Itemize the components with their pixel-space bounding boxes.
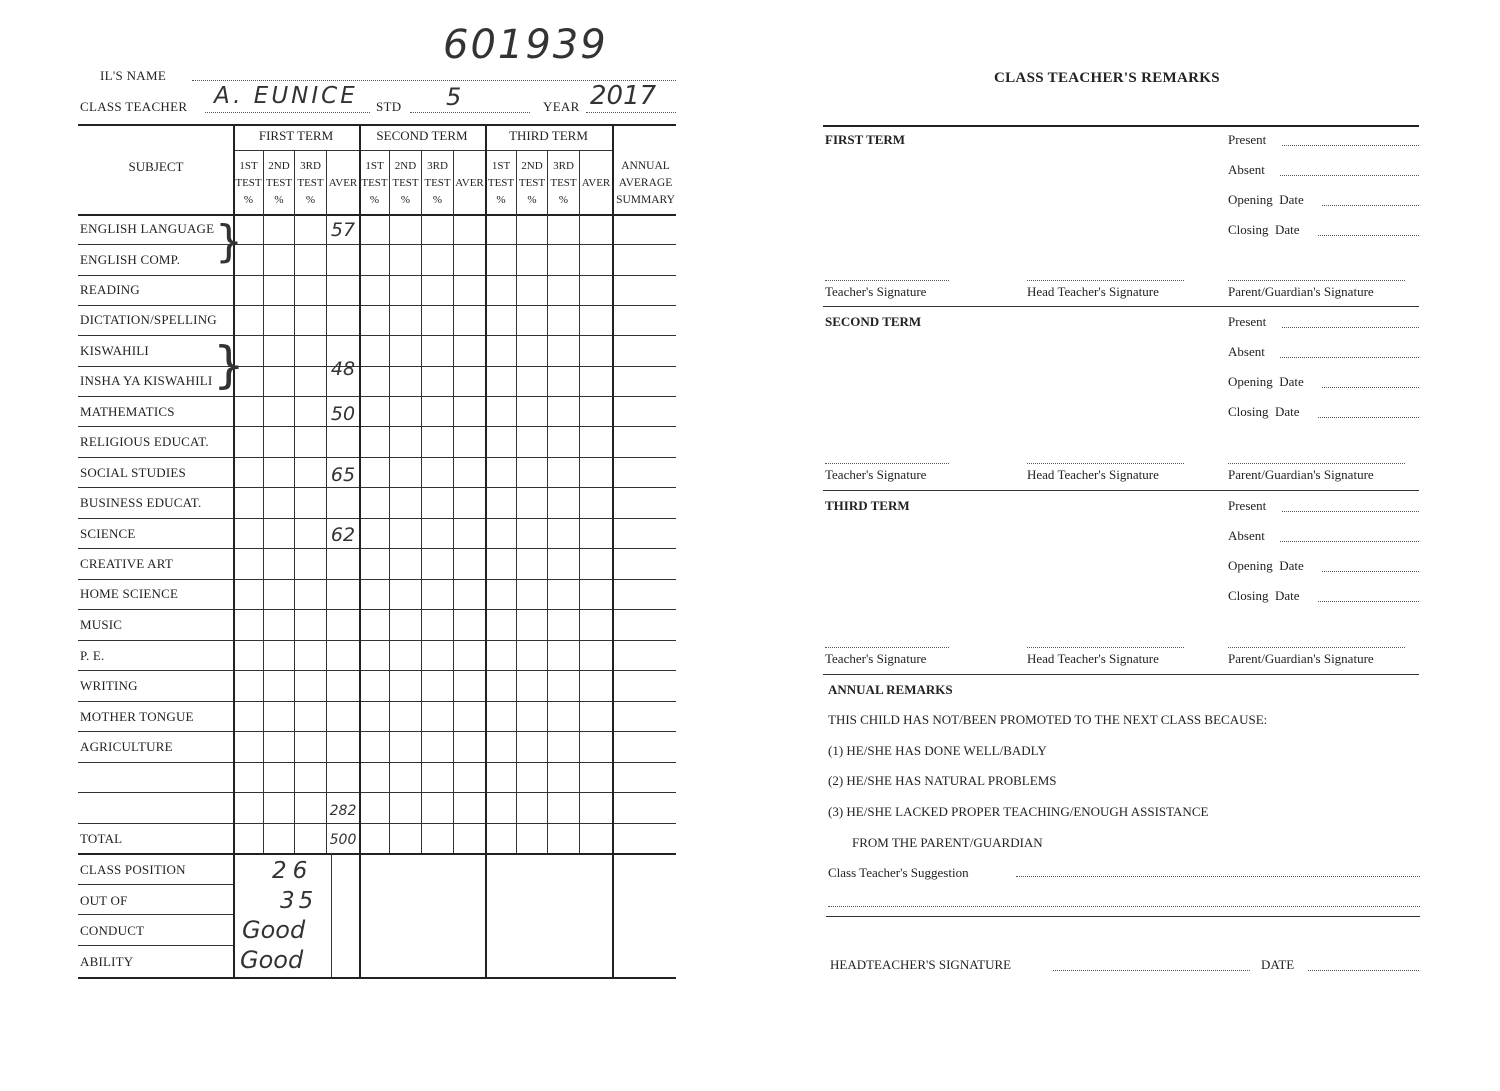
col-3rd-test: 3RD TEST % <box>297 160 324 206</box>
teacher-sig-line-2[interactable] <box>825 463 949 464</box>
subject-row: HOME SCIENCE <box>80 586 179 601</box>
std-value[interactable]: 5 <box>446 83 462 111</box>
remarks-top-rule <box>823 125 1419 127</box>
subject-row: WRITING <box>80 678 138 693</box>
suggestion-field[interactable] <box>1016 876 1420 877</box>
annual-remarks-title: ANNUAL REMARKS <box>828 682 953 697</box>
headteacher-signature-label: HEADTEACHER'S SIGNATURE <box>830 957 1012 972</box>
absent-label-1: Absent <box>1228 162 1265 177</box>
std-label: STD <box>376 99 402 114</box>
head-teacher-signature-label-3: Head Teacher's Signature <box>1027 651 1159 666</box>
parent-signature-label-2: Parent/Guardian's Signature <box>1228 467 1374 482</box>
head-sig-line-2[interactable] <box>1027 463 1184 464</box>
subject-row: ENGLISH LANGUAGE <box>80 221 215 236</box>
brace-english: } <box>215 216 243 267</box>
teacher-signature-label-1: Teacher's Signature <box>825 284 927 299</box>
subject-row: MUSIC <box>80 617 123 632</box>
third-term-remarks-label: THIRD TERM <box>825 498 910 513</box>
col-aver-2: AVER <box>455 177 484 189</box>
annual-rule <box>826 916 1420 917</box>
absent-field-3[interactable] <box>1280 541 1419 542</box>
mark-social-studies[interactable]: 65 <box>330 464 356 486</box>
term-divider-1 <box>823 306 1419 307</box>
conduct-label: CONDUCT <box>80 923 145 938</box>
first-term-header: FIRST TERM <box>258 128 334 143</box>
absent-label-2: Absent <box>1228 344 1265 359</box>
third-term-header: THIRD TERM <box>509 128 588 143</box>
opening-date-field-3[interactable] <box>1322 571 1419 572</box>
opening-date-label-1: Opening Date <box>1228 192 1304 207</box>
subject-row: KISWAHILI <box>80 343 149 358</box>
parent-sig-line-3[interactable] <box>1228 647 1405 648</box>
ability-label: ABILITY <box>80 954 134 969</box>
annual-line-3: (2) HE/SHE HAS NATURAL PROBLEMS <box>828 773 1057 788</box>
mark-science[interactable]: 62 <box>330 524 356 546</box>
remarks-title: CLASS TEACHER'S REMARKS <box>994 70 1220 86</box>
subject-row: DICTATION/SPELLING <box>80 312 217 327</box>
subject-row: CREATIVE ART <box>80 556 173 571</box>
out-of-value[interactable]: 35 <box>280 888 318 914</box>
closing-date-field-2[interactable] <box>1318 417 1419 418</box>
second-term-header: SECOND TERM <box>376 128 468 143</box>
conduct-value[interactable]: Good <box>242 916 306 944</box>
mark-kiswahili[interactable]: 48 <box>330 358 356 380</box>
subject-header: SUBJECT <box>128 159 184 174</box>
year-value[interactable]: 2017 <box>590 81 657 111</box>
parent-sig-line-1[interactable] <box>1228 280 1405 281</box>
col-aver-3: AVER <box>581 177 611 189</box>
ability-value[interactable]: Good <box>240 946 304 974</box>
present-label-3: Present <box>1228 498 1267 513</box>
subject-row: MOTHER TONGUE <box>80 709 194 724</box>
present-field-2[interactable] <box>1282 327 1419 328</box>
date-label: DATE <box>1261 957 1295 972</box>
closing-date-field-3[interactable] <box>1318 601 1419 602</box>
subject-row: BUSINESS EDUCAT. <box>80 495 202 510</box>
annual-line-1: THIS CHILD HAS NOT/BEEN PROMOTED TO THE NEXT CLASS BECAUSE: <box>828 712 1268 727</box>
second-term-remarks-label: SECOND TERM <box>825 314 922 329</box>
class-position-label: CLASS POSITION <box>80 862 186 877</box>
subject-row: RELIGIOUS EDUCAT. <box>80 434 209 449</box>
opening-date-field-2[interactable] <box>1322 387 1419 388</box>
pupil-name-label: IL'S NAME <box>100 68 167 83</box>
opening-date-label-3: Opening Date <box>1228 558 1304 573</box>
col-aver: AVER <box>328 177 358 189</box>
absent-field-1[interactable] <box>1280 175 1419 176</box>
subject-row: AGRICULTURE <box>80 739 173 754</box>
subject-row: ENGLISH COMP. <box>80 252 181 267</box>
annual-line-4: (3) HE/SHE LACKED PROPER TEACHING/ENOUGH ASSISTANCE <box>828 804 1209 819</box>
absent-label-3: Absent <box>1228 528 1265 543</box>
subject-row: P. E. <box>80 648 105 663</box>
subject-row: SCIENCE <box>80 526 136 541</box>
mark-total-scored[interactable]: 282 <box>329 803 357 819</box>
class-teacher-line <box>205 112 370 113</box>
parent-sig-line-2[interactable] <box>1228 463 1405 464</box>
year-line <box>586 112 676 113</box>
closing-date-label-2: Closing Date <box>1228 404 1300 419</box>
head-sig-line-3[interactable] <box>1027 647 1184 648</box>
col-1st-test-3: 1ST TEST % <box>487 160 515 206</box>
term-divider-2 <box>823 490 1419 491</box>
head-teacher-signature-label-2: Head Teacher's Signature <box>1027 467 1159 482</box>
annual-line-5: FROM THE PARENT/GUARDIAN <box>852 835 1043 850</box>
date-field[interactable] <box>1308 970 1419 971</box>
file-number: 601939 <box>443 22 608 68</box>
teacher-sig-line-3[interactable] <box>825 647 949 648</box>
col-1st-test: 1ST TEST % <box>235 160 262 206</box>
mark-total-max[interactable]: 500 <box>329 832 357 848</box>
class-teacher-value[interactable]: A. EUNICE <box>214 83 358 109</box>
present-label-2: Present <box>1228 314 1267 329</box>
head-teacher-signature-label-1: Head Teacher's Signature <box>1027 284 1159 299</box>
closing-date-label-1: Closing Date <box>1228 222 1300 237</box>
suggestion-label: Class Teacher's Suggestion <box>828 865 969 880</box>
closing-date-label-3: Closing Date <box>1228 588 1300 603</box>
class-teacher-label: CLASS TEACHER <box>80 99 188 114</box>
col-3rd-test-2: 3RD TEST % <box>424 160 451 206</box>
class-position-value[interactable]: 26 <box>272 858 314 884</box>
subject-row: INSHA YA KISWAHILI <box>80 373 213 388</box>
col-2nd-test-3: 2ND TEST % <box>518 160 546 206</box>
parent-signature-label-3: Parent/Guardian's Signature <box>1228 651 1374 666</box>
brace-kiswahili: } <box>213 336 245 394</box>
closing-date-field-1[interactable] <box>1318 235 1419 236</box>
suggestion-field-2[interactable] <box>828 906 1420 907</box>
out-of-label: OUT OF <box>80 893 128 908</box>
mark-english[interactable]: 57 <box>330 219 356 241</box>
present-field-1[interactable] <box>1282 145 1419 146</box>
annual-average-header: ANNUAL AVERAGE SUMMARY <box>616 160 675 206</box>
present-label-1: Present <box>1228 132 1267 147</box>
col-2nd-test: 2ND TEST % <box>265 160 293 206</box>
head-sig-line-1[interactable] <box>1027 280 1184 281</box>
teacher-signature-label-3: Teacher's Signature <box>825 651 927 666</box>
year-label: YEAR <box>543 99 580 114</box>
opening-date-label-2: Opening Date <box>1228 374 1304 389</box>
subject-row: MATHEMATICS <box>80 404 175 419</box>
first-term-remarks-label: FIRST TERM <box>825 132 906 147</box>
parent-signature-label-1: Parent/Guardian's Signature <box>1228 284 1374 299</box>
absent-field-2[interactable] <box>1280 357 1419 358</box>
col-3rd-test-3: 3RD TEST % <box>550 160 577 206</box>
present-field-3[interactable] <box>1282 511 1419 512</box>
opening-date-field-1[interactable] <box>1322 205 1419 206</box>
std-line <box>410 112 530 113</box>
total-label: TOTAL <box>80 831 123 846</box>
subject-row: SOCIAL STUDIES <box>80 465 186 480</box>
subject-row: READING <box>80 282 140 297</box>
term-divider-3 <box>823 674 1419 675</box>
mark-mathematics[interactable]: 50 <box>330 403 356 425</box>
annual-line-2: (1) HE/SHE HAS DONE WELL/BADLY <box>828 743 1047 758</box>
col-1st-test-2: 1ST TEST % <box>361 160 388 206</box>
teacher-signature-label-2: Teacher's Signature <box>825 467 927 482</box>
teacher-sig-line-1[interactable] <box>825 280 949 281</box>
headteacher-signature-field[interactable] <box>1053 970 1250 971</box>
col-2nd-test-2: 2ND TEST % <box>392 160 419 206</box>
